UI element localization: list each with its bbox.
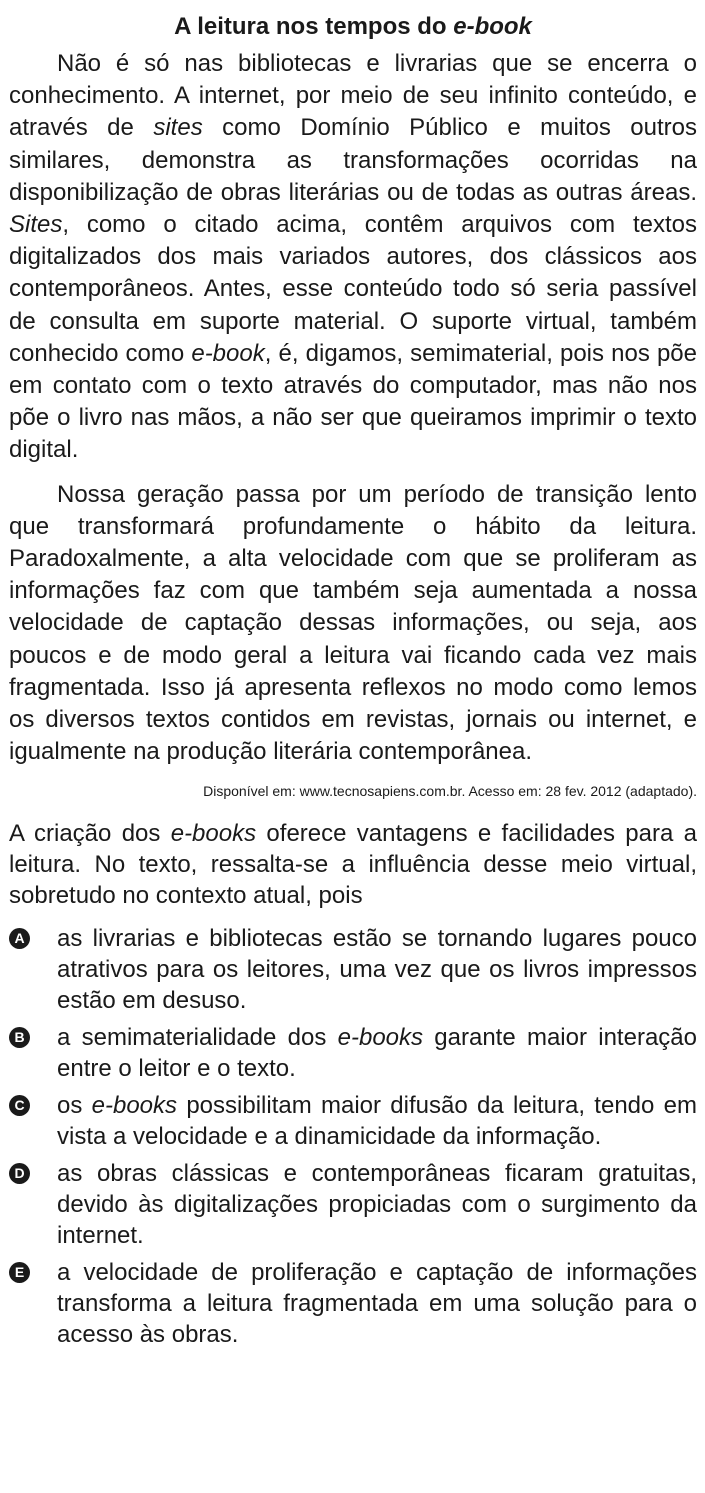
- option-a[interactable]: [9, 923, 697, 1016]
- text-paragraph-2: Nossa geração passa por um período de transição lento que transformará profundamente o hábito da leitura. Paradoxalmente, a alta velocidade com que se proliferam as informações faz com que também seja aumentada a nossa velocidade de captação dessas informações, ou seja, aos poucos e de modo geral a leitura vai ficando cada vez mais fragmentada. Isso já apresenta reflexos no modo como lemos os diversos textos contidos em revistas, jornais ou internet, e igualmente na produção literária contemporânea.: [9, 480, 697, 766]
- exam-page: [0, 12, 705, 1493]
- option-d-text: as obras clássicas e contemporâneas ficaram gratuitas, devido às digitalizações propiciadas com o surgimento da internet.: [57, 1160, 697, 1250]
- paragraph-1-part-2: como Domínio Público e muitos outros similares, demonstra as transformações ocorridas na disponibilização de obras literárias ou de todas as outras áreas.: [9, 114, 698, 206]
- option-b-text-2: garante maior interação entre o leitor e o texto.: [57, 1024, 697, 1083]
- paragraph-1-part-3: , como o citado acima, contêm arquivos com textos digitalizados dos mais variados autores, dos clássicos aos contemporâneos. Antes, esse conteúdo todo só seria passível de consulta em suporte material. O suporte virtual, também conhecido como: [9, 211, 697, 367]
- question-part-2: oferece vantagens e facilidades para a leitura. No texto, ressalta-se a influência desse meio virtual, sobretudo no contexto atual, pois: [9, 820, 697, 910]
- answer-options: [9, 923, 697, 1350]
- option-d-badge-icon: D: [9, 1163, 30, 1184]
- option-b-badge-icon: B: [9, 1027, 30, 1048]
- option-e-text: a velocidade de proliferação e captação de informações transforma a leitura fragmentada em uma solução para o acesso às obras.: [57, 1259, 697, 1349]
- option-c-text-2: possibilitam maior difusão da leitura, tendo em vista a velocidade e a dinamicidade da informação.: [57, 1092, 697, 1151]
- option-b-text-1: a semimaterialidade dos: [57, 1024, 338, 1052]
- option-a-badge-icon: A: [9, 928, 30, 949]
- option-a-text: as livrarias e bibliotecas estão se tornando lugares pouco atrativos para os leitores, uma vez que os livros impressos estão em desuso.: [57, 925, 697, 1015]
- option-d[interactable]: [9, 1158, 697, 1251]
- question-italic: e-books: [170, 820, 257, 848]
- paragraph-1-italic-3: e-book: [191, 339, 265, 367]
- source-citation: Disponível em: www.tecnosapiens.com.br. Acesso em: 28 fev. 2012 (adaptado).: [203, 783, 697, 800]
- paragraph-1-part-4: , é, digamos, semimaterial, pois nos põe em contato com o texto através do computador, mas não nos põe o livro nas mãos, a não ser que queiramos imprimir o texto digital.: [9, 339, 697, 464]
- paragraph-1-italic-1: sites: [153, 114, 203, 142]
- option-c-text-1: os: [57, 1092, 92, 1120]
- paragraph-1-part-1: Não é só nas bibliotecas e livrarias que se encerra o conhecimento. A internet, por meio de seu infinito conteúdo, e através de: [9, 50, 697, 142]
- title-text: A leitura nos tempos do: [174, 13, 454, 40]
- option-e[interactable]: [9, 1257, 697, 1350]
- option-b-italic: e-books: [337, 1024, 424, 1052]
- question-part-1: A criação dos: [9, 820, 171, 848]
- option-c[interactable]: [9, 1090, 697, 1152]
- question-stem: [9, 818, 697, 911]
- option-c-italic: e-books: [91, 1092, 178, 1120]
- title-italic: e-book: [453, 13, 532, 40]
- option-c-badge-icon: C: [9, 1095, 30, 1116]
- option-b[interactable]: [9, 1022, 697, 1084]
- text-title: [9, 12, 697, 42]
- option-e-badge-icon: E: [9, 1262, 30, 1283]
- paragraph-1-italic-2: Sites: [9, 211, 63, 239]
- text-paragraph-1: [9, 48, 697, 467]
